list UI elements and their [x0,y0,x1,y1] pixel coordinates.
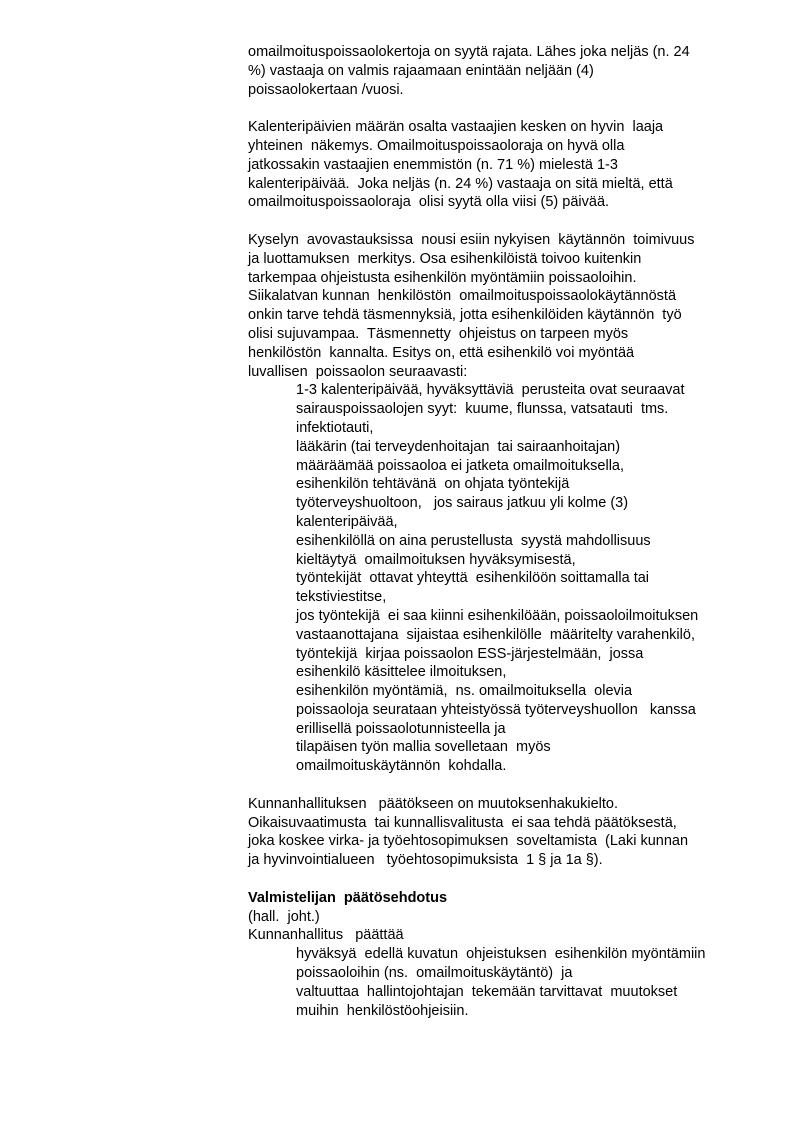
text-line: omailmoituspoissaolokertoja on syytä rajata. Lähes joka neljäs (n. 24 [248,44,690,60]
list-item-line: työntekijä kirjaa poissaolon ESS-järjestelmään, jossa [296,645,644,662]
text-line: Kyselyn avovastauksissa nousi esiin nykyisen käytännön toimivuus [248,231,695,248]
list-item-line: tekstiviestitse, [296,589,387,606]
text-line: tarkempaa ohjeistusta esihenkilön myöntämiin poissaoloihin. [248,269,637,286]
decision-proposal-section [248,889,753,1021]
list-item-line: esihenkilöllä on aina perustellusta syystä mahdollisuus [296,532,651,549]
text-line: kalenteripäivää. Joka neljäs (n. 24 %) vastaaja on sitä mieltä, että [248,175,673,192]
text-line: henkilöstön kannalta. Esitys on, että esihenkilö voi myöntää [248,344,635,361]
list-item-line: esihenkilön tehtävänä on ohjata työntekijä [296,476,570,493]
list-item-line: infektiotauti, [296,419,374,436]
text-line: joka koskee virka- ja työehtosopimuksen soveltamista (Laki kunnan [248,833,689,850]
list-item-line: hyväksyä edellä kuvatun ohjeistuksen esihenkilön myöntämiin [296,946,706,963]
text-line: %) vastaaja on valmis rajaamaan enintään neljään (4) [248,62,594,79]
text-line: omailmoituspoissaoloraja olisi syytä olla viisi (5) päivää. [248,194,610,211]
text-line: Oikaisuvaatimusta tai kunnallisvalitusta ei saa tehdä päätöksestä, [248,814,677,831]
paragraph-absence-occurrences [248,43,753,99]
list-item-line: lääkärin (tai terveydenhoitajan tai sairaanhoitajan) [296,438,621,455]
document-page [248,43,753,1020]
paragraph-survey-responses [248,231,753,381]
text-line: ja luottamuksen merkitys. Osa esihenkilöistä toivoo kuitenkin [248,250,642,267]
paragraph-calendar-days [248,118,753,212]
list-item-line: jos työntekijä ei saa kiinni esihenkilöään, poissaoloilmoituksen [296,607,699,624]
list-item-line: esihenkilön myöntämiä, ns. omailmoituksella olevia [296,683,633,700]
section-heading: Valmistelijan päätösehdotus [248,889,448,906]
list-item-line: poissaoloja seurataan yhteistyössä työterveyshuollon kanssa [296,701,696,718]
list-item-line: omailmoituskäytännön kohdalla. [296,758,507,775]
text-line: olisi sujuvampaa. Täsmennetty ohjeistus on tarpeen myös [248,325,629,342]
text-line: Siikalatvan kunnan henkilöstön omailmoituspoissaolokäytännöstä [248,288,677,305]
guideline-list [248,381,753,776]
list-item-line: poissaoloihin (ns. omailmoituskäytäntö) ja [296,965,573,982]
list-item-line: sairauspoissaolojen syyt: kuume, flunssa, vatsatauti tms. [296,401,669,418]
list-item-line: vastaanottajana sijaistaa esihenkilölle määritelty varahenkilö, [296,626,695,643]
text-line: Kunnanhallitus päättää [248,927,404,944]
list-item-line: kieltäytyä omailmoituksen hyväksymisestä, [296,551,576,568]
preparer-note: (hall. joht.) [248,908,320,925]
list-item-line: valtuuttaa hallintojohtajan tekemään tarvittavat muutokset [296,983,678,1000]
text-line: poissaolokertaan /vuosi. [248,81,404,98]
list-item-line: erillisellä poissaolotunnisteella ja [296,720,506,737]
list-item-line: kalenteripäivää, [296,513,398,530]
text-line: Kalenteripäivien määrän osalta vastaajien kesken on hyvin laaja [248,119,664,136]
text-line: luvallisen poissaolon seuraavasti: [248,363,468,380]
list-item-line: esihenkilö käsittelee ilmoituksen, [296,664,507,681]
text-line: jatkossakin vastaajien enemmistön (n. 71 %) mielestä 1-3 [248,156,618,173]
list-item-line: tilapäisen työn mallia sovelletaan myös [296,739,551,756]
list-item-line: määräämää poissaoloa ei jatketa omailmoituksella, [296,457,625,474]
list-item-line: työntekijät ottavat yhteyttä esihenkilöön soittamalla tai [296,570,650,587]
list-item-line: muihin henkilöstöohjeisiin. [296,1002,469,1019]
text-line: onkin tarve tehdä täsmennyksiä, jotta esihenkilöiden käytännön työ [248,307,682,324]
text-line: ja hyvinvointialueen työehtosopimuksista 1 § ja 1a §). [248,852,603,869]
decision-list [248,945,753,1020]
text-line: yhteinen näkemys. Omailmoituspoissaoloraja on hyvä olla [248,137,625,154]
text-line: Kunnanhallituksen päätökseen on muutoksenhakukielto. [248,795,619,812]
list-item-line: työterveyshuoltoon, jos sairaus jatkuu yli kolme (3) [296,495,629,512]
list-item-line: 1-3 kalenteripäivää, hyväksyttäviä perusteita ovat seuraavat [296,382,685,399]
paragraph-appeal-prohibition [248,795,753,870]
